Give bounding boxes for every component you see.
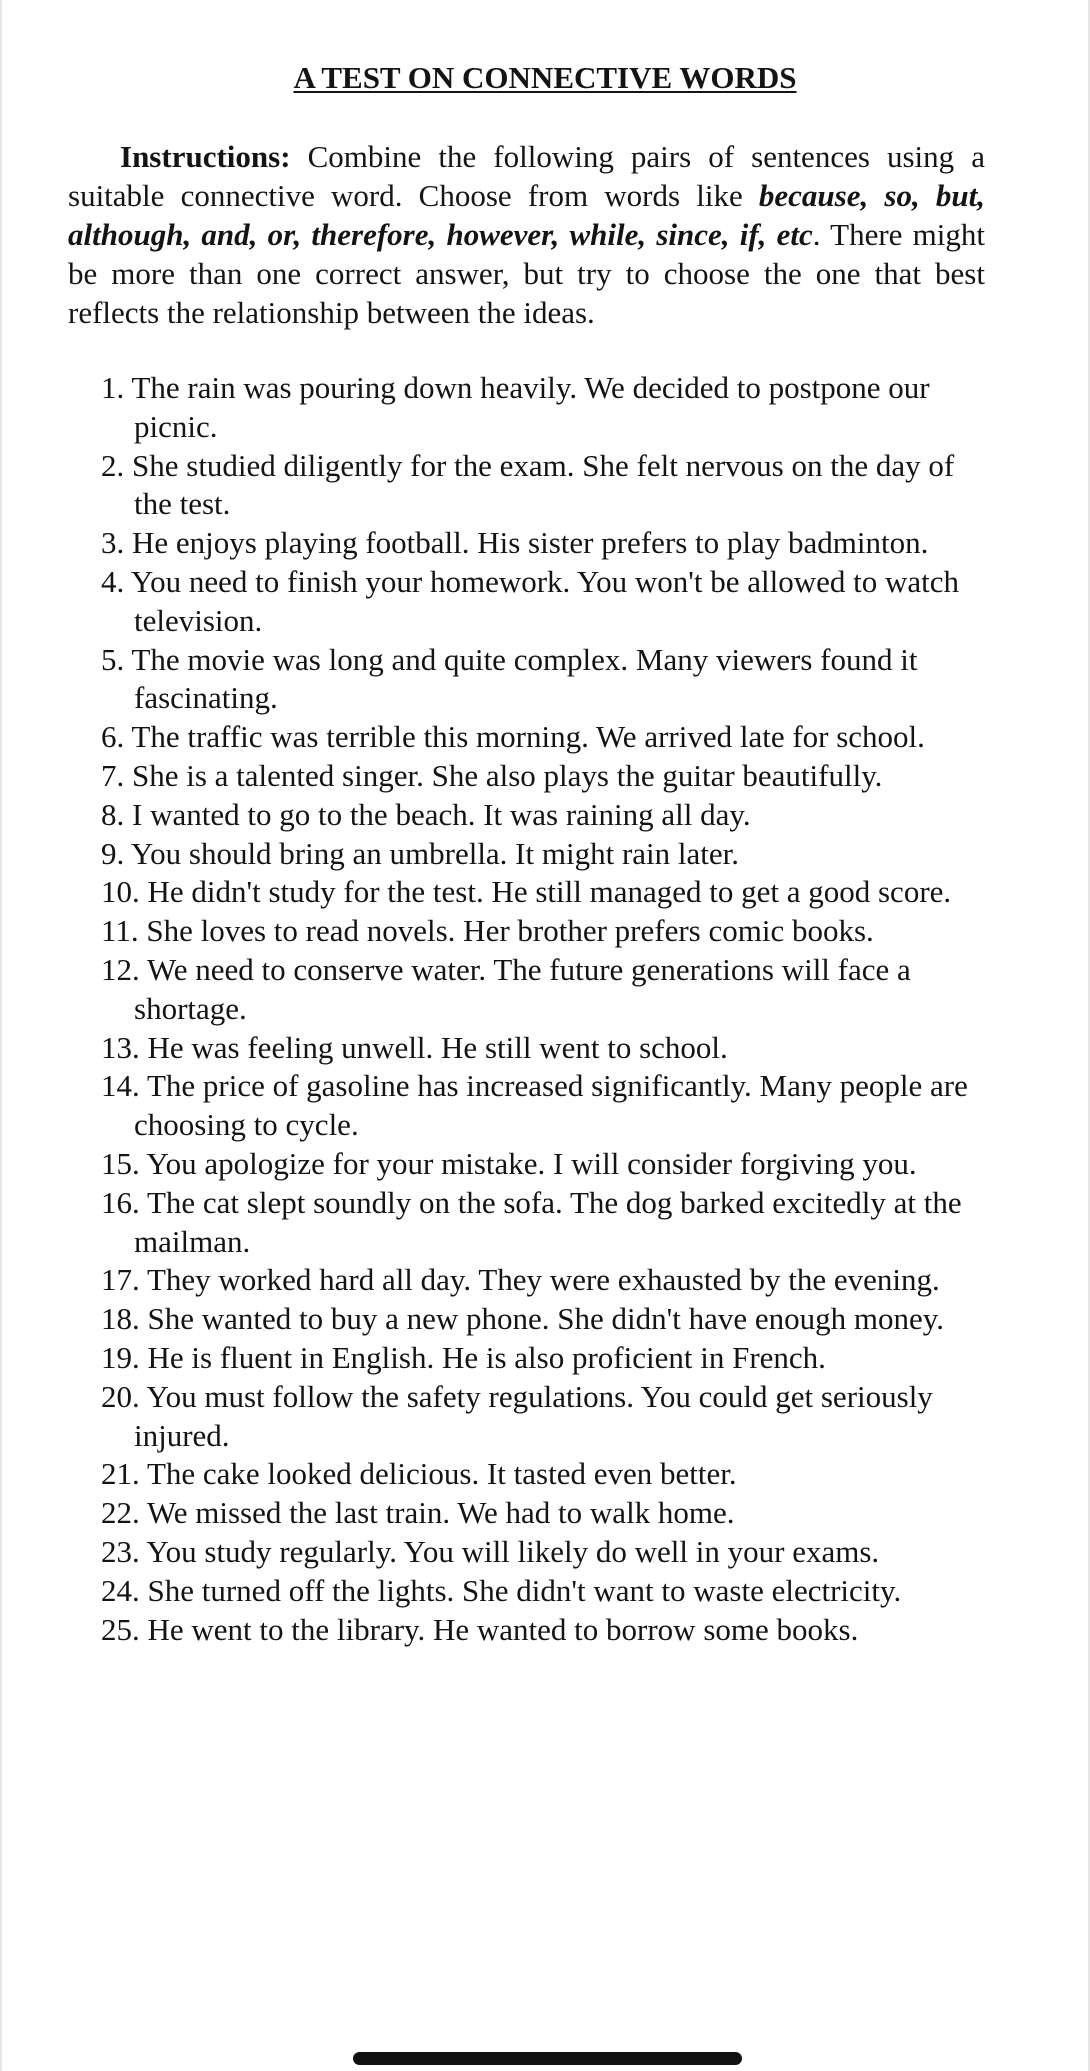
question-item: 16. The cat slept soundly on the sofa. The dog barked excitedly at the mailman. xyxy=(101,1184,962,1259)
question-item: 1. The rain was pouring down heavily. We decided to postpone our picnic. xyxy=(101,370,930,444)
question-item: 8. I wanted to go to the beach. It was raining all day. xyxy=(101,796,751,832)
home-indicator-bar[interactable] xyxy=(353,2052,742,2065)
question-item: 14. The price of gasoline has increased significantly. Many people are choosing to cycle. xyxy=(101,1068,968,1143)
question-item: 10. He didn't study for the test. He still managed to get a good score. xyxy=(101,874,952,910)
question-item: 6. The traffic was terrible this morning. We arrived late for school. xyxy=(101,719,925,755)
instructions-lead: Instructions: xyxy=(120,139,291,174)
question-item: 22. We missed the last train. We had to walk home. xyxy=(101,1495,735,1531)
page-title: A TEST ON CONNECTIVE WORDS xyxy=(293,60,797,95)
question-item: 5. The movie was long and quite complex. Many viewers found it fascinating. xyxy=(101,641,918,716)
question-item: 9. You should bring an umbrella. It might rain later. xyxy=(101,835,740,871)
question-item: 13. He was feeling unwell. He still went to school. xyxy=(101,1029,728,1065)
connective-word-list: because, so, but, although, and, or, therefore, however, while, since, if, etc xyxy=(68,178,985,252)
question-item: 2. She studied diligently for the exam. She felt nervous on the day of the test. xyxy=(101,447,955,522)
question-item: 25. He went to the library. He wanted to borrow some books. xyxy=(101,1611,859,1647)
question-list xyxy=(101,369,991,1649)
question-item: 24. She turned off the lights. She didn't want to waste electricity. xyxy=(101,1572,902,1608)
question-item: 18. She wanted to buy a new phone. She didn't have enough money. xyxy=(101,1301,944,1337)
question-item: 23. You study regularly. You will likely do well in your exams. xyxy=(101,1533,880,1569)
question-item: 15. You apologize for your mistake. I will consider forgiving you. xyxy=(101,1145,917,1181)
instructions-paragraph xyxy=(68,137,985,332)
question-item: 20. You must follow the safety regulations. You could get seriously injured. xyxy=(101,1378,933,1453)
question-item: 19. He is fluent in English. He is also proficient in French. xyxy=(101,1339,826,1375)
question-item: 7. She is a talented singer. She also plays the guitar beautifully. xyxy=(101,757,883,793)
instructions-text-before: Combine the following pairs of sentences using a suitable connective word. Choose from words like xyxy=(68,139,985,213)
question-item: 12. We need to conserve water. The future generations will face a shortage. xyxy=(101,951,911,1026)
instructions-text-after: . There might be more than one correct answer, but try to choose the one that best reflects the relationship between the ideas. xyxy=(68,217,985,330)
question-item: 4. You need to finish your homework. You won't be allowed to watch television. xyxy=(101,563,960,638)
question-item: 17. They worked hard all day. They were exhausted by the evening. xyxy=(101,1262,940,1298)
question-item: 11. She loves to read novels. Her brother prefers comic books. xyxy=(101,913,874,949)
question-item: 21. The cake looked delicious. It tasted even better. xyxy=(101,1456,737,1492)
question-item: 3. He enjoys playing football. His sister prefers to play badminton. xyxy=(101,525,929,561)
